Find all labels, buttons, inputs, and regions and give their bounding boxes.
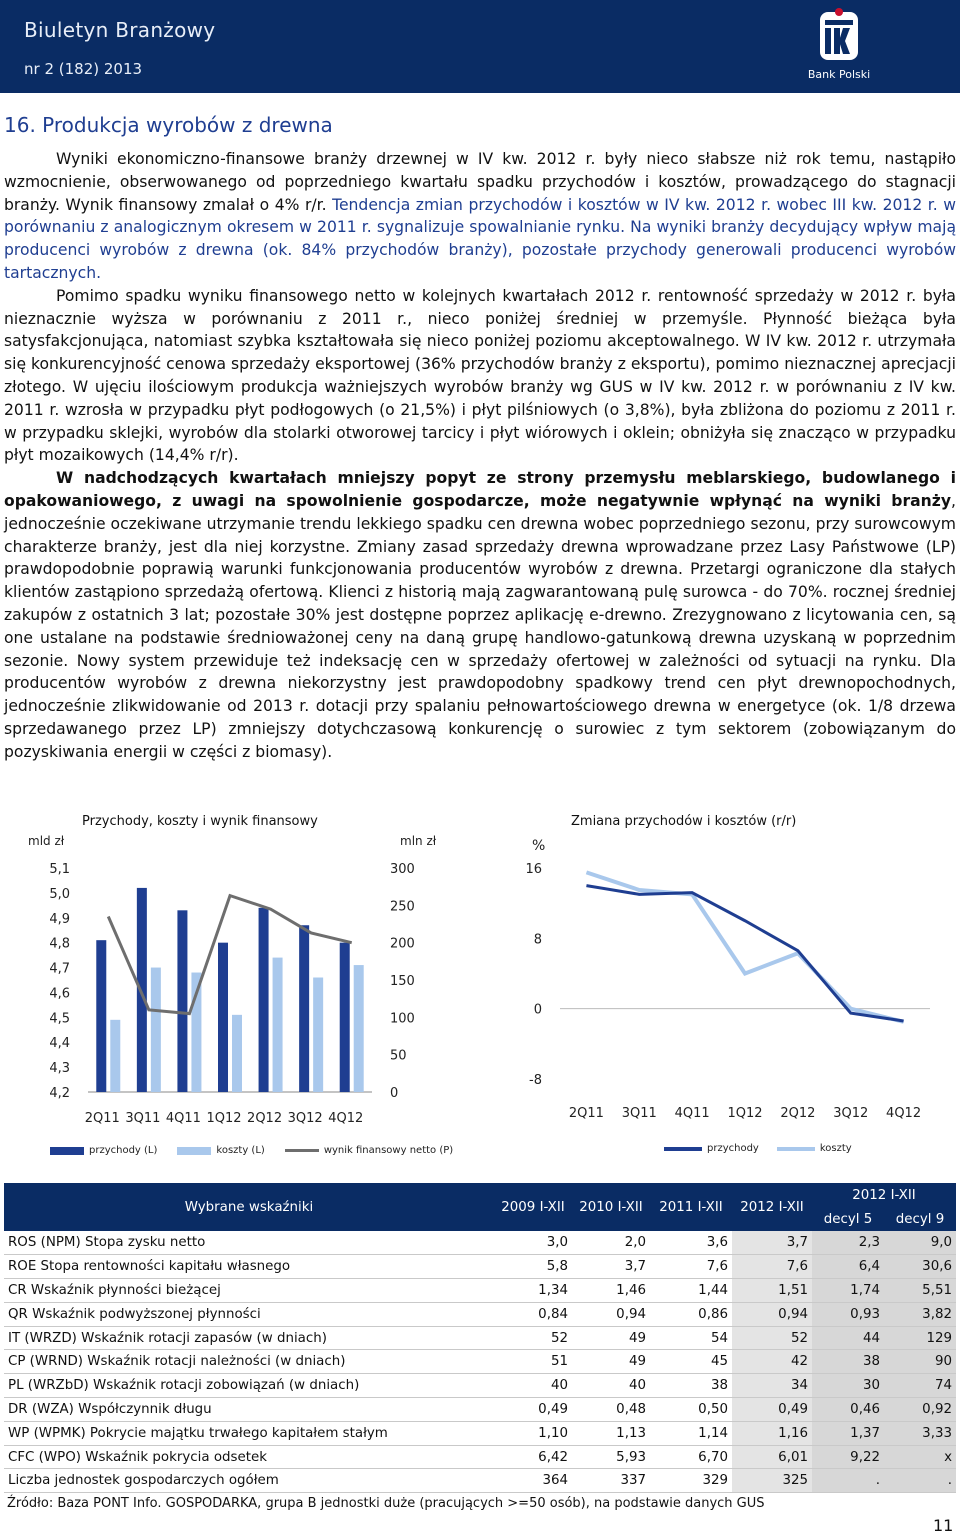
row-label: DR (WZA) Współczynnik długu xyxy=(4,1398,494,1422)
left-tick-label: 4,5 xyxy=(49,1011,70,1027)
cell-value: 1,10 xyxy=(494,1421,572,1445)
bar-costs xyxy=(354,965,364,1092)
cell-value: 329 xyxy=(650,1469,732,1493)
legend-swatch-costs xyxy=(177,1147,211,1155)
row-label: ROS (NPM) Stopa zysku netto xyxy=(4,1231,494,1255)
cell-value: 3,33 xyxy=(884,1421,956,1445)
cell-value: 40 xyxy=(494,1374,572,1398)
cell-value: 5,8 xyxy=(494,1255,572,1279)
left-tick-label: 4,4 xyxy=(49,1036,70,1052)
cell-value: 2,3 xyxy=(812,1231,884,1255)
cell-value: 1,44 xyxy=(650,1279,732,1303)
x-tick-label: 3Q11 xyxy=(621,1106,657,1121)
table-row xyxy=(4,1302,956,1326)
cell-value: 52 xyxy=(494,1326,572,1350)
cell-value: 74 xyxy=(884,1374,956,1398)
left-tick-label: 4,3 xyxy=(49,1061,70,1077)
bar-costs xyxy=(232,1015,242,1092)
cell-value: 364 xyxy=(494,1469,572,1493)
table-row xyxy=(4,1279,956,1303)
cell-value: 1,51 xyxy=(732,1279,812,1303)
cell-value: 5,51 xyxy=(884,1279,956,1303)
right-tick-label: 100 xyxy=(390,1011,415,1027)
right-axis-unit: mln zł xyxy=(400,834,437,848)
cell-value: 0,46 xyxy=(812,1398,884,1422)
table-row xyxy=(4,1469,956,1493)
cell-value: 129 xyxy=(884,1326,956,1350)
cell-value: 42 xyxy=(732,1350,812,1374)
col-decyl5: decyl 5 xyxy=(812,1207,884,1231)
cell-value: 1,46 xyxy=(572,1279,650,1303)
line-przychody xyxy=(586,886,903,1021)
left-axis-unit: mld zł xyxy=(28,834,65,848)
x-tick-label: 4Q11 xyxy=(674,1106,710,1121)
legend-label-result: wynik finansowy netto (P) xyxy=(323,1145,454,1156)
cell-value: 52 xyxy=(732,1326,812,1350)
cell-value: 51 xyxy=(494,1350,572,1374)
legend-label-koszty: koszty xyxy=(819,1143,852,1154)
cell-value: . xyxy=(812,1469,884,1493)
table-row xyxy=(4,1374,956,1398)
cell-value: 38 xyxy=(650,1374,732,1398)
cell-value: 2,0 xyxy=(572,1231,650,1255)
right-tick-label: 300 xyxy=(390,862,415,877)
chart1-title: Przychody, koszty i wynik finansowy xyxy=(82,814,318,829)
col-2012: 2012 I-XII xyxy=(732,1183,812,1231)
chart2-legend xyxy=(664,1143,852,1154)
table-body xyxy=(4,1231,956,1493)
cell-value: 44 xyxy=(812,1326,884,1350)
section-title: 16. Produkcja wyrobów z drewna xyxy=(4,113,333,137)
cell-value: 1,34 xyxy=(494,1279,572,1303)
legend-swatch-result xyxy=(285,1149,319,1152)
left-tick-label: 4,9 xyxy=(49,911,70,927)
cell-value: 9,22 xyxy=(812,1445,884,1469)
cell-value: 0,94 xyxy=(732,1302,812,1326)
cell-value: 6,70 xyxy=(650,1445,732,1469)
cell-value: 7,6 xyxy=(650,1255,732,1279)
bar-revenue xyxy=(299,925,309,1092)
paragraph-2: Pomimo spadku wyniku finansowego netto w kolejnych kwartałach 2012 r. rentowność sprzedaży w 2012 r. była nieznacznie wyższa w porównaniu z 2011 r., nieco poniżej średniej w przemyśle. Płynność bieżąca była satysfakcjonująca, natomiast szybka kształtowała się nieco poniżej poziomu akceptowalnego. W IV kw. 2012 r. utrzymała się konkurencyjność cenowa sprzedaży eksportowej (36% przychodów branży z eksportu), pomimo nieznacznej aprecjacji złotego. W ujęciu ilościowym produkcja ważniejszych wyrobów branży wg GUS w IV kw. 2012 r. w porównaniu z IV kw. 2011 r. wzrosła w przypadku płyt podłogowych (o 21,5%) i płyt pilśniowych (o 3,8%), była zbliżona do poziomu z 2011 r. w przypadku sklejki, wyrobów dla stolarki otworowej tarcicy i płyt wiórowych i oklein; obniżyła się znacząco w przypadku płyt mozaikowych (14,4% r/r). xyxy=(4,286,956,465)
cell-value: 0,93 xyxy=(812,1302,884,1326)
col-2010: 2010 I-XII xyxy=(572,1183,650,1231)
bar-costs xyxy=(273,958,283,1092)
x-tick-label: 4Q12 xyxy=(328,1111,364,1126)
cell-value: 1,14 xyxy=(650,1421,732,1445)
pko-emblem-icon xyxy=(803,6,875,66)
left-tick-label: 5,1 xyxy=(49,862,70,877)
bar-costs xyxy=(110,1020,120,1092)
row-label: IT (WRZD) Wskaźnik rotacji zapasów (w dniach) xyxy=(4,1326,494,1350)
bar-revenue xyxy=(177,910,187,1092)
row-label: ROE Stopa rentowności kapitału własnego xyxy=(4,1255,494,1279)
bar-revenue xyxy=(137,888,147,1092)
legend-swatch-przychody xyxy=(664,1147,702,1151)
row-label: CFC (WPO) Wskaźnik pokrycia odsetek xyxy=(4,1445,494,1469)
cell-value: 9,0 xyxy=(884,1231,956,1255)
legend-label-revenue: przychody (L) xyxy=(89,1145,158,1156)
x-tick-label: 2Q12 xyxy=(780,1106,816,1121)
cell-value: 6,01 xyxy=(732,1445,812,1469)
x-tick-label: 2Q12 xyxy=(247,1111,283,1126)
x-tick-label: 4Q11 xyxy=(165,1111,201,1126)
right-tick-label: 200 xyxy=(390,936,415,952)
cell-value: 6,4 xyxy=(812,1255,884,1279)
cell-value: 38 xyxy=(812,1350,884,1374)
bar-revenue xyxy=(259,908,269,1092)
col-2012-group: 2012 I-XII xyxy=(812,1183,956,1207)
bulletin-title: Biuletyn Branżowy xyxy=(24,18,216,42)
cell-value: . xyxy=(884,1469,956,1493)
x-tick-label: 3Q12 xyxy=(833,1106,869,1121)
row-label: PL (WRZbD) Wskaźnik rotacji zobowiązań (w dniach) xyxy=(4,1374,494,1398)
bar-revenue xyxy=(340,943,350,1092)
left-tick-label: 4,8 xyxy=(49,936,70,952)
legend-label-przychody: przychody xyxy=(707,1143,759,1154)
table-row xyxy=(4,1255,956,1279)
cell-value: 0,49 xyxy=(494,1398,572,1422)
header-banner xyxy=(0,0,960,93)
paragraph-1: Wyniki ekonomiczno-finansowe branży drzewnej w IV kw. 2012 r. były nieco słabsze niż rok temu, nastąpiło wzmocnienie, obserwowanego od poprzedniego kwartału spadku przychodów i kosztów, prowadzącego do stagnacji branży. Wynik finansowy zmalał o 4% r/r. Tendencja zmian przychodów i kosztów w IV kw. 2012 r. wobec III kw. 2012 r. w porównaniu z analogicznym okresem w 2011 r. sygnalizuje spowalnianie rynku. Na wyniki branży decydujący wpływ mają producenci wyrobów z drewna (ok. 84% przychodów branży), pozostałe przychody generowali producenci wyrobów tartacznych. xyxy=(4,150,957,282)
cell-value: 34 xyxy=(732,1374,812,1398)
cell-value: 30,6 xyxy=(884,1255,956,1279)
chart-change-yoy xyxy=(490,808,956,1168)
bank-name: Bank Polski xyxy=(807,68,871,81)
issue-number: nr 2 (182) 2013 xyxy=(24,60,143,78)
cell-value: 49 xyxy=(572,1326,650,1350)
left-tick-label: 5,0 xyxy=(49,886,70,902)
cell-value: 1,74 xyxy=(812,1279,884,1303)
table-title: Wybrane wskaźniki xyxy=(4,1183,494,1231)
table-row xyxy=(4,1398,956,1422)
row-label: CP (WRND) Wskaźnik rotacji należności (w dniach) xyxy=(4,1350,494,1374)
left-tick-label: 4,7 xyxy=(49,961,70,977)
table-row xyxy=(4,1421,956,1445)
x-tick-label: 2Q11 xyxy=(568,1106,604,1121)
chart1-plot xyxy=(0,820,470,1140)
cell-value: 3,0 xyxy=(494,1231,572,1255)
indicators-table xyxy=(4,1183,956,1493)
cell-value: 7,6 xyxy=(732,1255,812,1279)
x-tick-label: 2Q11 xyxy=(84,1111,120,1126)
cell-value: 54 xyxy=(650,1326,732,1350)
cell-value: 1,13 xyxy=(572,1421,650,1445)
x-tick-label: 1Q12 xyxy=(727,1106,763,1121)
cell-value: 0,92 xyxy=(884,1398,956,1422)
y-tick-label: 0 xyxy=(533,1002,542,1018)
cell-value: 3,7 xyxy=(572,1255,650,1279)
x-tick-label: 4Q12 xyxy=(886,1106,922,1121)
chart2-title: Zmiana przychodów i kosztów (r/r) xyxy=(571,814,797,829)
cell-value: 337 xyxy=(572,1469,650,1493)
cell-value: 40 xyxy=(572,1374,650,1398)
x-tick-label: 3Q11 xyxy=(125,1111,161,1126)
cell-value: 325 xyxy=(732,1469,812,1493)
table-row xyxy=(4,1350,956,1374)
right-tick-label: 250 xyxy=(390,899,415,915)
right-tick-label: 0 xyxy=(390,1086,399,1101)
cell-value: 3,82 xyxy=(884,1302,956,1326)
right-tick-label: 50 xyxy=(390,1048,407,1064)
cell-value: 0,48 xyxy=(572,1398,650,1422)
bar-revenue xyxy=(96,940,106,1092)
cell-value: 3,7 xyxy=(732,1231,812,1255)
cell-value: 90 xyxy=(884,1350,956,1374)
highlight-text: Tendencja zmian przychodów i kosztów w IV kw. 2012 r. wobec III kw. 2012 r. w porównaniu z analogicznym okresem w 2011 r. sygnalizuje spowalnianie rynku. xyxy=(4,195,956,237)
bold-text: W nadchodzących kwartałach mniejszy popyt ze strony przemysłu meblarskiego, budowlanego i opakowaniowego, z uwagi na spowolnienie gospodarcze, może negatywnie wpłynąć na wyniki branży xyxy=(4,469,956,510)
table-row xyxy=(4,1231,956,1255)
cell-value: 0,94 xyxy=(572,1302,650,1326)
col-2011: 2011 I-XII xyxy=(650,1183,732,1231)
x-tick-label: 3Q12 xyxy=(287,1111,323,1126)
legend-swatch-koszty xyxy=(777,1147,815,1151)
cell-value: 1,37 xyxy=(812,1421,884,1445)
bar-revenue xyxy=(218,943,228,1092)
chart1-legend xyxy=(50,1145,453,1156)
row-label: QR Wskaźnik podwyższonej płynności xyxy=(4,1302,494,1326)
cell-value: 0,86 xyxy=(650,1302,732,1326)
cell-value: 3,6 xyxy=(650,1231,732,1255)
row-label: WP (WPMK) Pokrycie majątku trwałego kapitałem stałym xyxy=(4,1421,494,1445)
cell-value: 1,16 xyxy=(732,1421,812,1445)
pko-logo xyxy=(803,6,875,88)
cell-value: 0,50 xyxy=(650,1398,732,1422)
page-number: 11 xyxy=(933,1516,954,1535)
cell-value: 0,84 xyxy=(494,1302,572,1326)
row-label: CR Wskaźnik płynności bieżącej xyxy=(4,1279,494,1303)
left-tick-label: 4,6 xyxy=(49,986,70,1002)
cell-value: 30 xyxy=(812,1374,884,1398)
bar-costs xyxy=(313,978,323,1092)
cell-value: 5,93 xyxy=(572,1445,650,1469)
y-tick-label: 8 xyxy=(533,932,542,948)
x-tick-label: 1Q12 xyxy=(206,1111,242,1126)
legend-swatch-revenue xyxy=(50,1147,84,1155)
table-row xyxy=(4,1445,956,1469)
table-row xyxy=(4,1326,956,1350)
row-label: Liczba jednostek gospodarczych ogółem xyxy=(4,1469,494,1493)
legend-label-costs: koszty (L) xyxy=(216,1145,265,1156)
y-axis-unit: % xyxy=(532,838,546,854)
y-tick-label: 16 xyxy=(525,862,542,877)
cell-value: 0,49 xyxy=(732,1398,812,1422)
cell-value: 49 xyxy=(572,1350,650,1374)
col-decyl9: decyl 9 xyxy=(884,1207,956,1231)
y-tick-label: -8 xyxy=(529,1073,542,1088)
left-tick-label: 4,2 xyxy=(49,1086,70,1101)
paragraph-3: W nadchodzących kwartałach mniejszy popyt ze strony przemysłu meblarskiego, budowlanego i opakowaniowego, z uwagi na spowolnienie gospodarcze, może negatywnie wpłynąć na wyniki branży, jednocześnie oczekiwane utrzymanie trendu lekkiego spadku cen drewna wobec poprzedniego sezonu, przy surowcowym charakterze branży, jest dla niej korzystne. Zmiany zasad sprzedaży drewna wprowadzane przez Lasy Państwowe (LP) prawdopodobnie poprawią warunki funkcjonowania producentów wyrobów z drewna. Przetargi ograniczone dla stałych klientów zastąpiono sprzedażą ofertową. Klienci z historią mają zagwarantowaną pulę surowca - do 70%. rocznej średniej zakupów z ostatnich 3 lat; pozostałe 30% jest dostępne poprzez aplikację e-drewno. Zrezygnowano z licytowania cen, są one ustalane na podstawie średnioważonej ceny na daną grupę handlowo-gatunkową drewna uzyskaną w poprzednim sezonie. Nowy system przewiduje też indeksację cen w sprzedaży ofertowej w zależności od sytuacji na rynku. Dla producentów wyrobów z drewna niekorzystny jest prawdopodobny spadkowy trend cen płyt drewnopochodnych, jednocześnie zlikwidowanie od 2013 r. dotacji przy spalaniu pełnowartościowego drewna w energetyce (ok. 1/8 drzewa sprzedawanego przez LP) zmniejszy dotychczasową konkurencję o surowiec z tym sektorem (zobowiązanym do pozyskiwania energii w części z biomasy). xyxy=(4,469,956,761)
col-2009: 2009 I-XII xyxy=(494,1183,572,1231)
right-tick-label: 150 xyxy=(390,974,415,989)
chart-revenue-costs xyxy=(0,808,470,1168)
article-body xyxy=(4,148,956,764)
cell-value: 45 xyxy=(650,1350,732,1374)
source-note: Źródło: Baza PONT Info. GOSPODARKA, grupa B jednostki duże (pracujących >=50 osób), na podstawie danych GUS xyxy=(7,1496,765,1511)
cell-value: 6,42 xyxy=(494,1445,572,1469)
chart2-plot xyxy=(490,820,956,1140)
cell-value: x xyxy=(884,1445,956,1469)
bar-costs xyxy=(151,968,161,1092)
